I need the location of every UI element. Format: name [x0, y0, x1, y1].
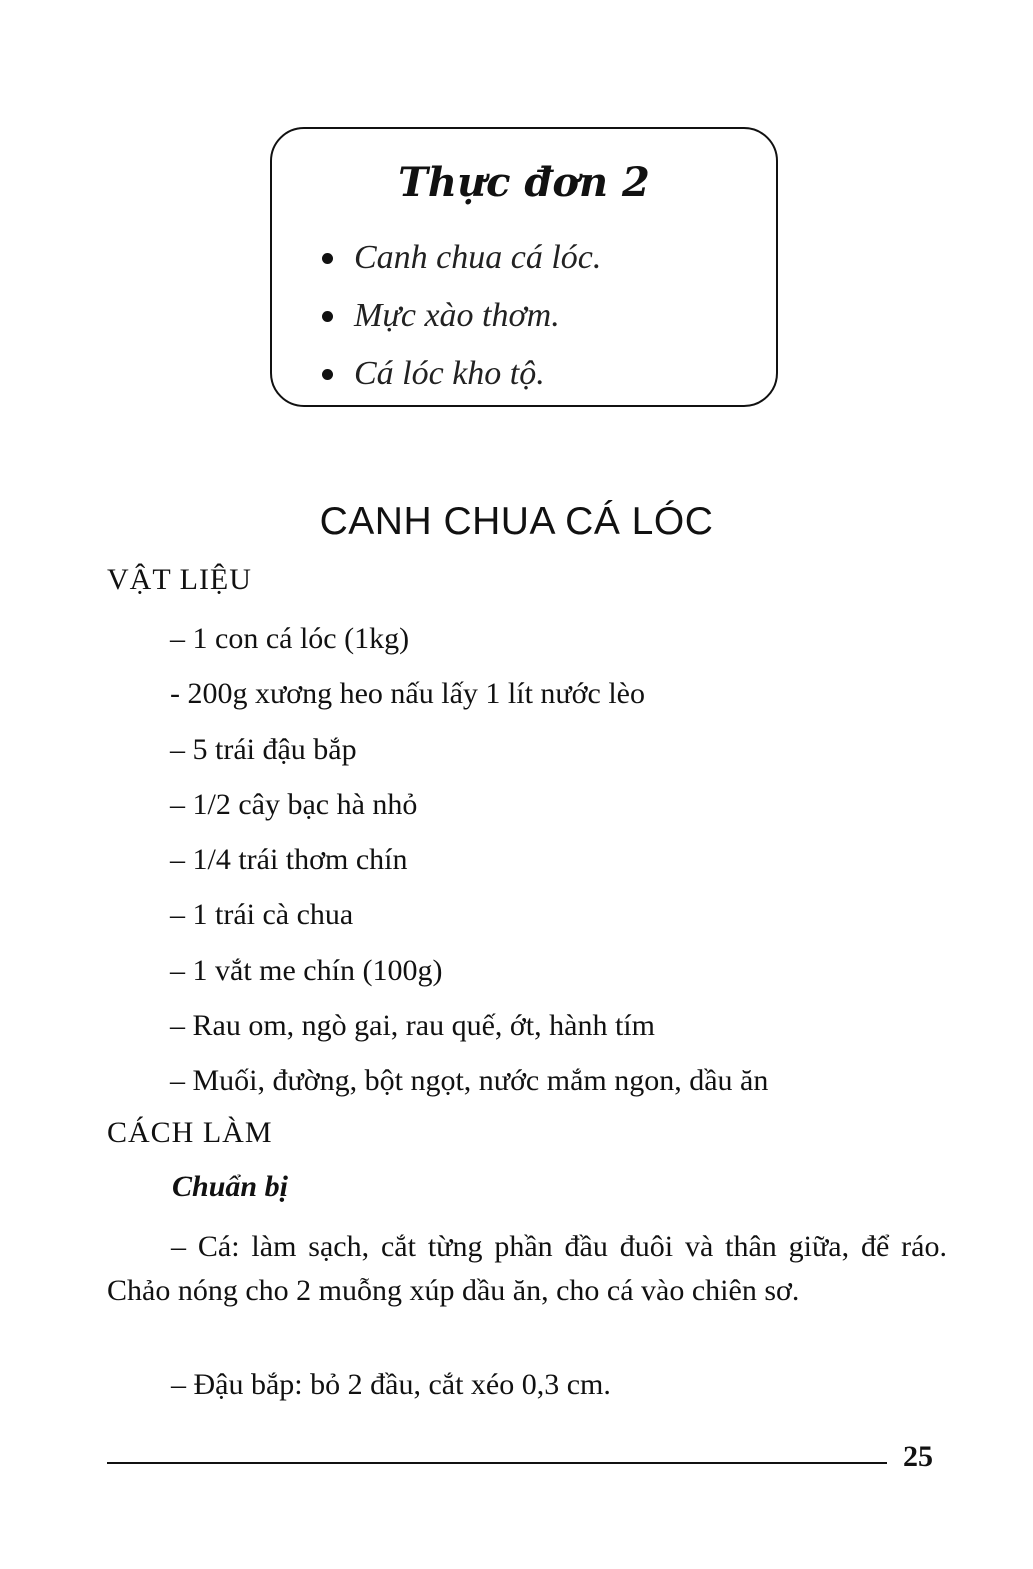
- prep-heading: Chuẩn bị: [172, 1170, 288, 1203]
- menu-item-label: Cá lóc kho tộ.: [354, 355, 545, 392]
- footer-rule: [107, 1462, 887, 1464]
- ingredient-item: – 1/2 cây bạc hà nhỏ: [170, 787, 418, 821]
- menu-list: [314, 237, 601, 411]
- ingredient-item: – 1 con cá lóc (1kg): [170, 622, 410, 655]
- menu-title: Thực đơn 2: [398, 159, 650, 206]
- bullet-icon: [322, 253, 333, 264]
- ingredient-list: [170, 619, 768, 1117]
- menu-item: [314, 237, 601, 295]
- ingredient-item: - 200g xương heo nấu lấy 1 lít nước lèo: [170, 677, 645, 711]
- menu-item-label: Mực xào thơm.: [354, 297, 560, 334]
- menu-box: [270, 127, 778, 407]
- step-paragraph: – Cá: làm sạch, cắt từng phần đầu đuôi và thân giữa, để ráo. Chảo nóng cho 2 muỗng xúp dầu ăn, cho cá vào chiên sơ.: [107, 1230, 947, 1307]
- menu-item: [314, 353, 601, 411]
- materials-heading: VẬT LIỆU: [107, 563, 252, 596]
- ingredient-item: – 5 trái đậu bắp: [170, 732, 357, 766]
- method-heading: CÁCH LÀM: [107, 1116, 273, 1149]
- ingredient-item: – Rau om, ngò gai, rau quế, ớt, hành tím: [170, 1009, 655, 1043]
- ingredient-item: – Muối, đường, bột ngọt, nước mắm ngon, dầu ăn: [170, 1064, 769, 1098]
- ingredient-item: – 1/4 trái thơm chín: [170, 843, 408, 877]
- bullet-icon: [322, 369, 333, 380]
- recipe-title: CANH CHUA CÁ LÓC: [319, 500, 714, 543]
- menu-item: [314, 295, 601, 353]
- step-paragraph: – Đậu bắp: bỏ 2 đầu, cắt xéo 0,3 cm.: [171, 1368, 611, 1401]
- ingredient-item: – 1 vắt me chín (100g): [170, 953, 443, 987]
- page-number: 25: [903, 1440, 933, 1473]
- menu-item-label: Canh chua cá lóc.: [354, 239, 602, 276]
- bullet-icon: [322, 311, 333, 322]
- ingredient-item: – 1 trái cà chua: [170, 898, 354, 932]
